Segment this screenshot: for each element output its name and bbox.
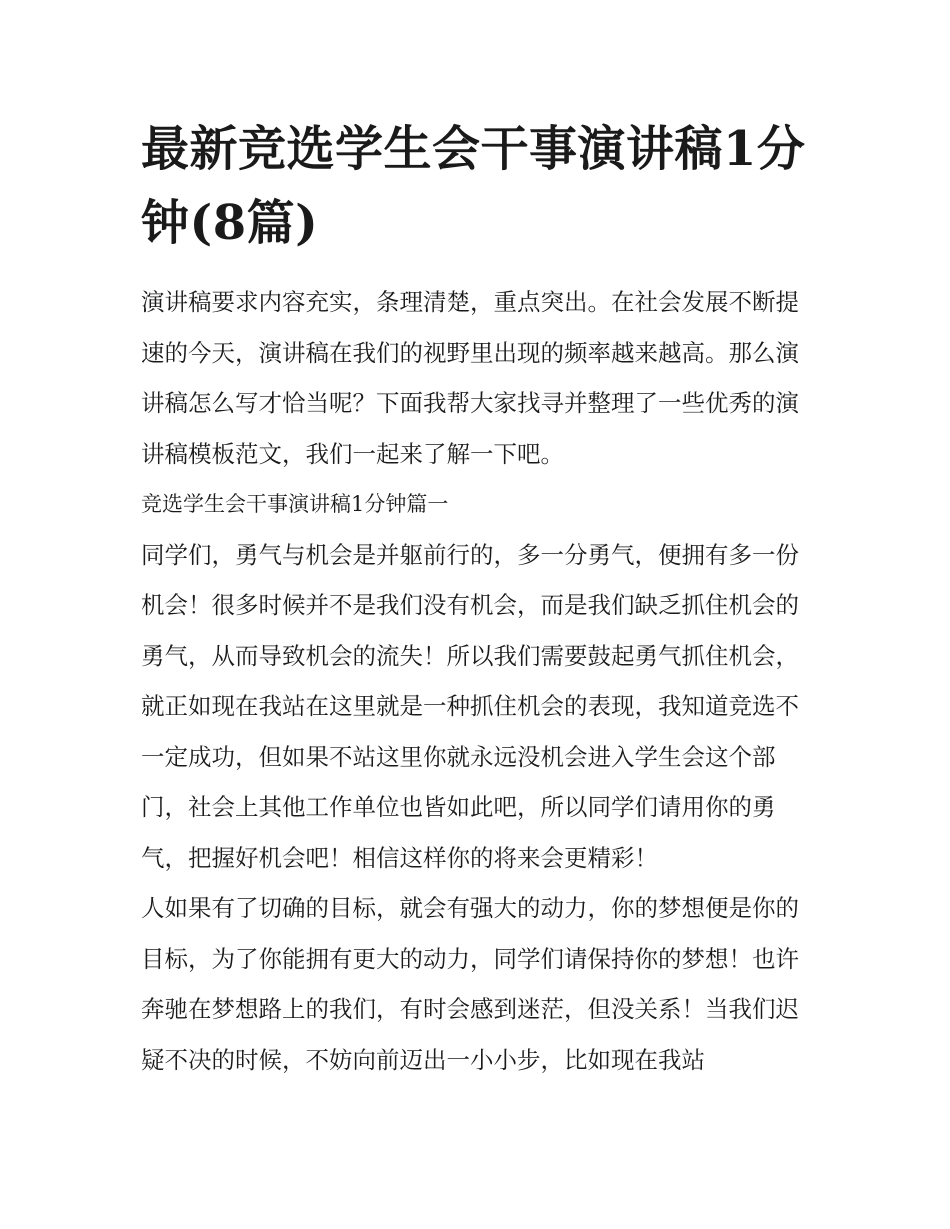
body-paragraph-2: 人如果有了切确的目标，就会有强大的动力，你的梦想便是你的目标，为了你能拥有更大的动力，同学们请保持你的梦想！也许奔驰在梦想路上的我们，有时会感到迷茫，但没关系！当我们迟疑不决的时候，不妨向前迈出一小小步，比如现在我站 xyxy=(141,894,799,1074)
body-paragraph-1: 同学们，勇气与机会是并躯前行的，多一分勇气，便拥有多一份机会！很多时候并不是我们没有机会，而是我们缺乏抓住机会的勇气，从而导致机会的流失！所以我们需要鼓起勇气抓住机会，就正如现在我站在这里就是一种抓住机会的表现，我知道竞选不一定成功，但如果不站这里你就永远没机会进入学生会这个部门，社会上其他工作单位也皆如此吧，所以同学们请用你的勇气，把握好机会吧！相信这样你的将来会更精彩！ xyxy=(141,540,799,872)
intro-paragraph: 演讲稿要求内容充实，条理清楚，重点突出。在社会发展不断提速的今天，演讲稿在我们的视野里出现的频率越来越高。那么演讲稿怎么写才恰当呢？下面我帮大家找寻并整理了一些优秀的演讲稿模板范文，我们一起来了解一下吧。 xyxy=(141,288,799,468)
document-title: 最新竞选学生会干事演讲稿1分钟(8篇) xyxy=(141,121,806,251)
document-body xyxy=(141,112,813,1085)
section-heading: 竞选学生会干事演讲稿1分钟篇一 xyxy=(141,492,449,516)
